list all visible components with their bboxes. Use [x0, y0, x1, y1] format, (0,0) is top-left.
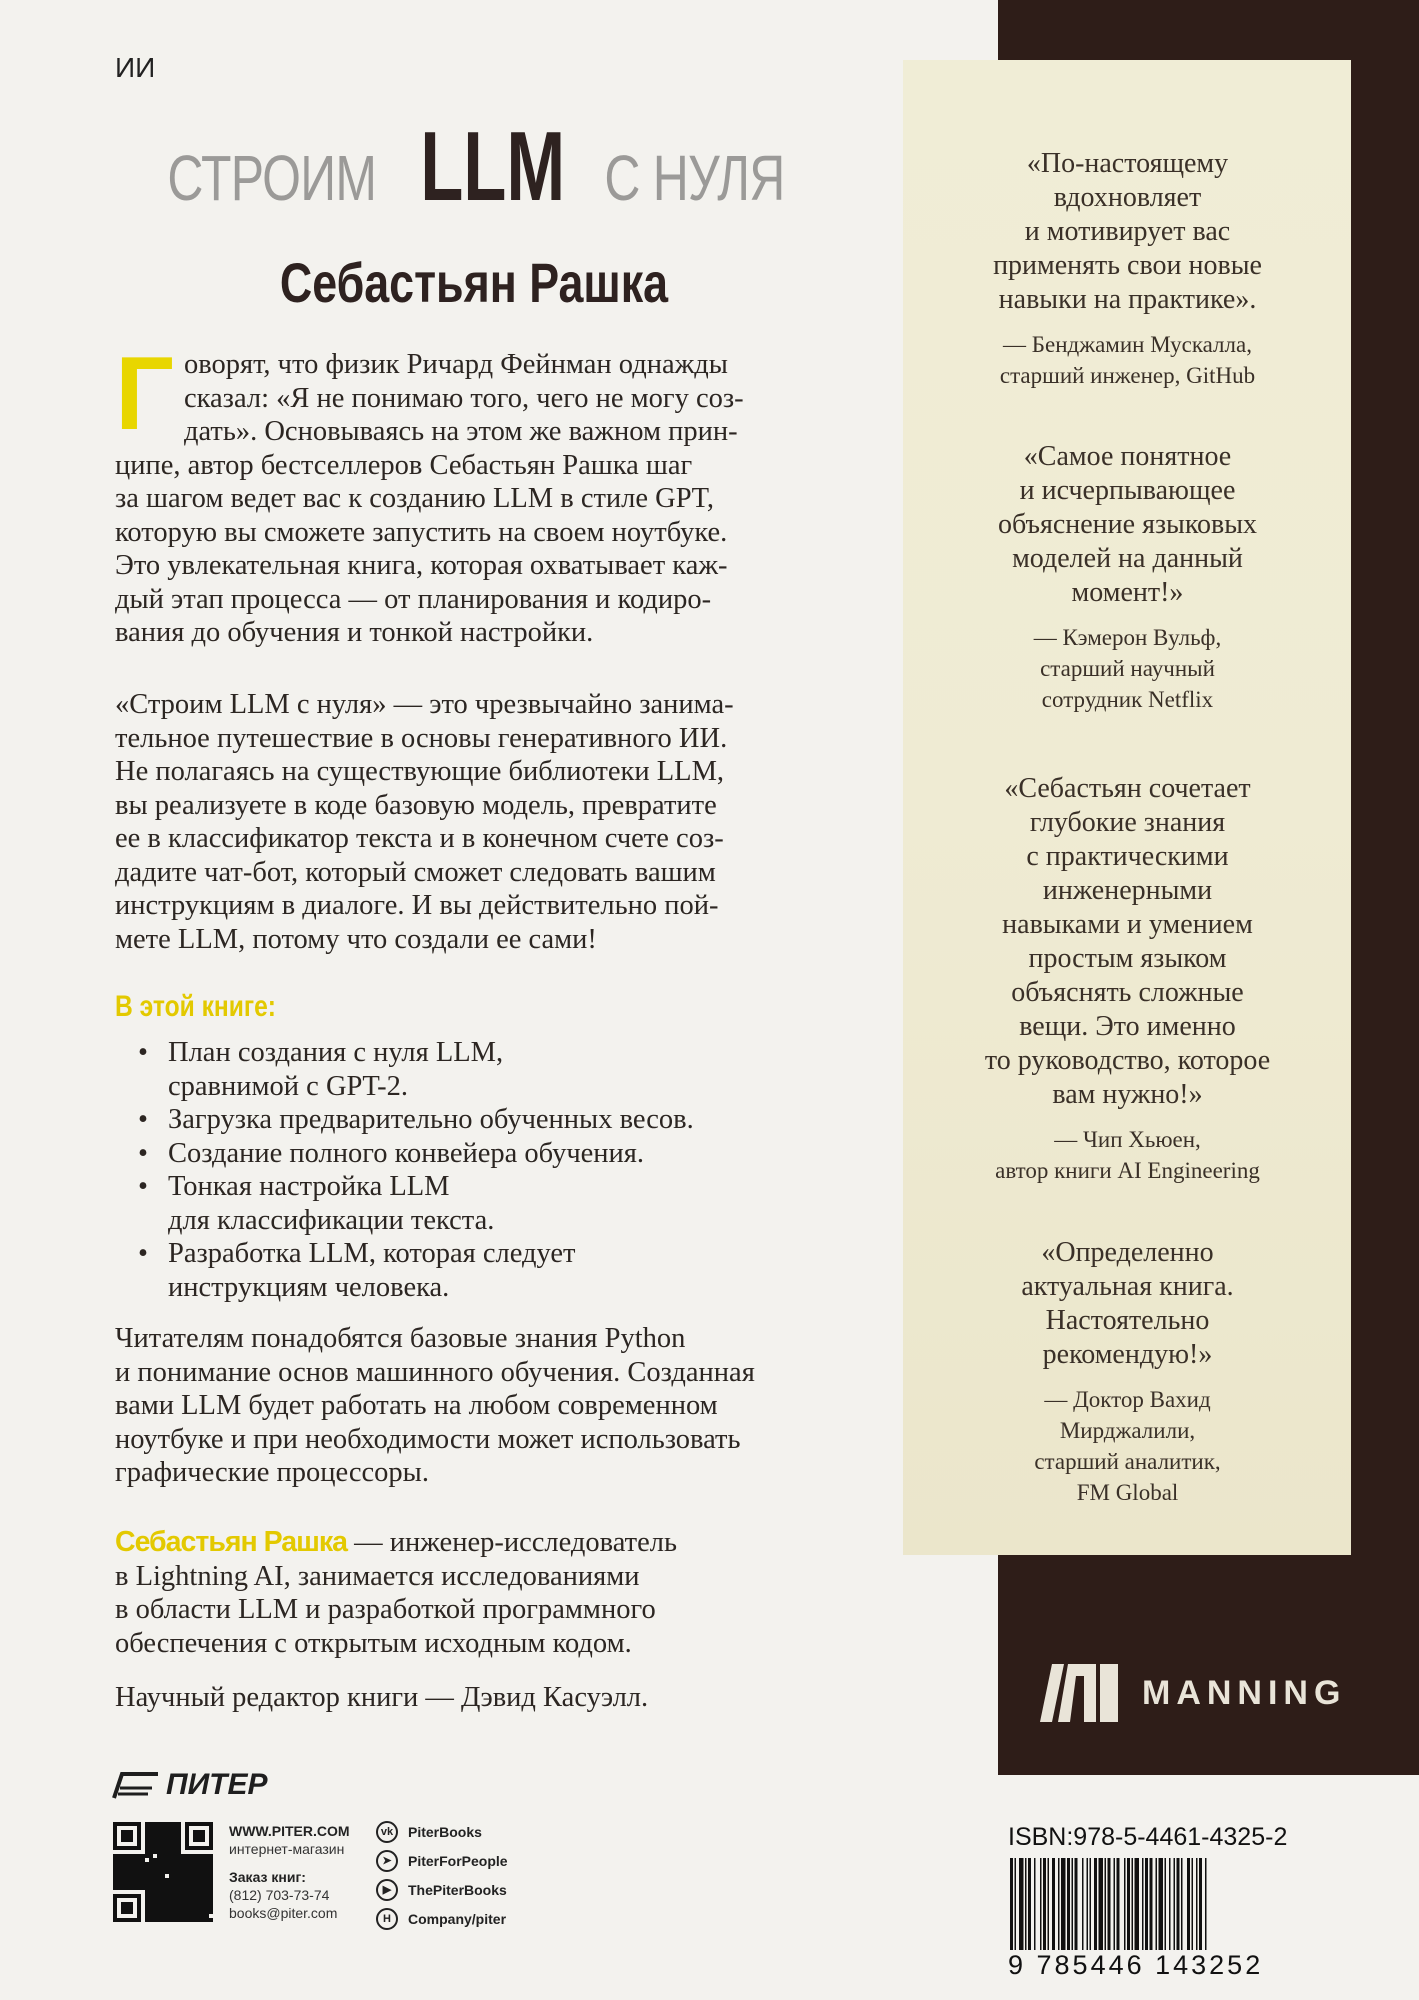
- feature-item: [130, 1036, 870, 1103]
- intro-line: дать». Основываясь на этом же важном прин-: [183, 416, 738, 447]
- quote-text: [930, 440, 1325, 610]
- feature-item: [130, 1137, 870, 1171]
- quote-3: [930, 772, 1325, 1186]
- social-label: PiterBooks: [408, 1823, 482, 1840]
- quote-4: [930, 1236, 1325, 1508]
- description-line: вы реализуете в коде базовую модель, превратите: [115, 789, 717, 821]
- feature-line: • Загрузка предварительно обученных весов.: [168, 1104, 694, 1135]
- intro-line: которую вы сможете запустить на своем ноутбуке.: [115, 516, 728, 548]
- dropcap: Г: [115, 336, 174, 452]
- quote-line: вдохновляет: [1053, 182, 1202, 213]
- quote-line: момент!»: [1071, 577, 1184, 608]
- quote-1: [930, 147, 1325, 391]
- feature-line: инструкциям человека.: [168, 1271, 450, 1303]
- quote-text: [930, 1236, 1325, 1372]
- order-phone: (812) 703-73-74: [229, 1887, 330, 1903]
- feature-line: для классификации текста.: [168, 1204, 495, 1236]
- about-author-paragraph: [115, 1526, 875, 1660]
- quote-line: «Определенно: [1041, 1237, 1214, 1268]
- quote-line: актуальная книга.: [1021, 1271, 1234, 1302]
- feature-line: • Создание полного конвейера обучения.: [168, 1137, 645, 1169]
- feature-line: • План создания с нуля LLM,: [168, 1037, 504, 1068]
- quote-line: простым языком: [1028, 943, 1227, 974]
- telegram-icon: ➤: [376, 1850, 398, 1872]
- description-line: мете LLM, потому что создали ее сами!: [115, 923, 597, 955]
- requirements-line: графические процессоры.: [115, 1457, 429, 1488]
- description-paragraph: [115, 688, 875, 956]
- qr-code: [113, 1822, 213, 1922]
- feature-line: • Разработка LLM, которая следует: [168, 1238, 576, 1269]
- shop-info: [229, 1822, 350, 1922]
- quote-line: и исчерпывающее: [1019, 475, 1236, 506]
- quote-text: [930, 147, 1325, 317]
- quote-line: навыки на практике».: [998, 284, 1257, 315]
- title-part-1: СТРОИМ: [167, 142, 377, 214]
- social-telegram[interactable]: [376, 1846, 508, 1875]
- requirements-line: Читателям понадобятся базовые знания Python: [115, 1323, 686, 1354]
- social-links: [376, 1817, 508, 1933]
- quote-line: вам нужно!»: [1052, 1079, 1203, 1110]
- attribution-line: — Кэмерон Вульф,: [1033, 625, 1222, 650]
- quote-line: «По-настоящему: [1026, 148, 1229, 179]
- about-author-line: в области LLM и разработкой программного: [115, 1594, 656, 1625]
- shop-caption: интернет-магазин: [229, 1841, 345, 1857]
- intro-line: сказал: «Я не понимаю того, чего не могу соз-: [183, 382, 744, 414]
- piter-mark-icon: [112, 1770, 160, 1800]
- quote-attribution: [930, 1124, 1325, 1186]
- youtube-icon: ▶: [376, 1879, 398, 1901]
- quote-line: инженерными: [1042, 875, 1213, 906]
- barcode-digits: 9 785446 143252: [1008, 1950, 1264, 1980]
- quote-line: навыками и умением: [1002, 909, 1253, 940]
- quote-line: «Самое понятное: [1023, 441, 1232, 472]
- social-vk[interactable]: [376, 1817, 508, 1846]
- quote-line: и мотивирует вас: [1024, 216, 1231, 247]
- barcode: [1008, 1858, 1290, 1950]
- requirements-paragraph: [115, 1322, 875, 1490]
- quote-line: объяснять сложные: [1011, 977, 1244, 1008]
- about-author-line: в Lightning AI, занимается исследованиями: [115, 1560, 640, 1592]
- editor-line: Научный редактор книги — Дэвид Касуэлл.: [115, 1682, 649, 1713]
- about-author-first-line: [115, 1526, 875, 1560]
- series-tag: ИИ: [115, 52, 156, 83]
- intro-line: ципе, автор бестселлеров Себастьян Рашка шаг: [115, 449, 693, 481]
- attribution-line: старший инженер, GitHub: [999, 363, 1256, 388]
- social-habr[interactable]: [376, 1904, 508, 1933]
- title-part-2: LLM: [419, 111, 565, 221]
- intro-paragraph: [115, 336, 875, 650]
- quote-line: Настоятельно: [1045, 1305, 1210, 1336]
- description-line: тельное путешествие в основы генеративного ИИ.: [115, 722, 728, 754]
- feature-item: [130, 1103, 870, 1137]
- manning-wordmark: MANNING: [1142, 1673, 1347, 1712]
- requirements-line: и понимание основ машинного обучения. Созданная: [115, 1356, 755, 1388]
- attribution-line: старший аналитик,: [1034, 1449, 1221, 1474]
- piter-logo: [112, 1768, 268, 1802]
- intro-line: Это увлекательная книга, которая охватывает каж-: [115, 550, 728, 581]
- isbn-label: ISBN:978-5-4461-4325-2: [1008, 1823, 1288, 1851]
- vk-icon: vk: [376, 1821, 398, 1843]
- description-line: «Строим LLM с нуля» — это чрезвычайно занима-: [115, 689, 734, 720]
- author-name: Себастьян Рашка: [279, 251, 669, 314]
- attribution-line: старший научный: [1040, 656, 1215, 681]
- shop-site[interactable]: WWW.PITER.COM: [229, 1823, 350, 1839]
- requirements-line: ноутбуке и при необходимости может использовать: [115, 1423, 741, 1455]
- social-label: ThePiterBooks: [408, 1881, 507, 1898]
- about-author-role: — инженер-исследователь: [346, 1527, 677, 1558]
- quote-line: вещи. Это именно: [1019, 1011, 1236, 1042]
- attribution-line: сотрудник Netflix: [1041, 687, 1214, 712]
- order-email[interactable]: books@piter.com: [229, 1905, 338, 1921]
- quote-line: объяснение языковых: [997, 509, 1258, 540]
- intro-line: за шагом ведет вас к созданию LLM в стиле GPT,: [115, 483, 715, 514]
- quote-line: применять свои новые: [993, 250, 1262, 281]
- quote-line: с практическими: [1026, 841, 1229, 872]
- feature-line: сравнимой с GPT-2.: [168, 1070, 409, 1102]
- feature-item: [130, 1170, 870, 1237]
- about-author-line: обеспечения с открытым исходным кодом.: [115, 1627, 632, 1659]
- manning-logo: [1040, 1664, 1346, 1722]
- piter-wordmark: ПИТЕР: [166, 1768, 268, 1801]
- attribution-line: — Бенджамин Мускалла,: [1003, 332, 1252, 357]
- attribution-line: FM Global: [1076, 1480, 1179, 1505]
- description-line: инструкциям в диалоге. И вы действительно пой-: [115, 890, 719, 921]
- order-label: Заказ книг:: [229, 1869, 306, 1885]
- feature-item: [130, 1237, 870, 1304]
- about-author-name: Себастьян Рашка: [115, 1526, 347, 1558]
- manning-mark-icon: [1040, 1664, 1120, 1722]
- social-youtube[interactable]: [376, 1875, 508, 1904]
- habr-icon: H: [376, 1908, 398, 1930]
- quote-text: [930, 772, 1325, 1112]
- intro-line: оворят, что физик Ричард Фейнман однажды: [183, 349, 728, 380]
- feature-line: • Тонкая настройка LLM: [168, 1171, 450, 1202]
- intro-line: дый этап процесса — от планирования и кодиро-: [115, 583, 712, 615]
- book-title: [0, 110, 948, 223]
- quote-2: [930, 440, 1325, 715]
- attribution-line: — Доктор Вахид: [1044, 1387, 1211, 1412]
- quote-attribution: [930, 1384, 1325, 1508]
- quote-attribution: [930, 622, 1325, 715]
- social-label: PiterForPeople: [408, 1852, 508, 1869]
- attribution-line: — Чип Хьюен,: [1054, 1127, 1201, 1152]
- quote-line: глубокие знания: [1029, 807, 1226, 838]
- description-line: дадите чат-бот, который сможет следовать вашим: [115, 856, 716, 888]
- attribution-line: автор книги AI Engineering: [995, 1158, 1260, 1183]
- quote-line: рекомендую!»: [1042, 1339, 1213, 1370]
- quote-attribution: [930, 329, 1325, 391]
- in-this-book-heading: В этой книге:: [115, 990, 276, 1023]
- title-part-3: С НУЛЯ: [604, 142, 785, 214]
- quote-line: моделей на данный: [1012, 543, 1243, 574]
- social-label: Company/piter: [408, 1910, 507, 1927]
- intro-line: вания до обучения и тонкой настройки.: [115, 617, 594, 648]
- description-line: Не полагаясь на существующие библиотеки LLM,: [115, 756, 725, 787]
- description-line: ее в классификатор текста и в конечном счете соз-: [115, 823, 724, 854]
- requirements-line: вами LLM будет работать на любом современном: [115, 1390, 718, 1421]
- feature-list: [130, 1036, 870, 1304]
- quote-line: то руководство, которое: [984, 1045, 1271, 1076]
- quote-line: «Себастьян сочетает: [1004, 773, 1251, 804]
- attribution-line: Мирджалили,: [1059, 1418, 1196, 1443]
